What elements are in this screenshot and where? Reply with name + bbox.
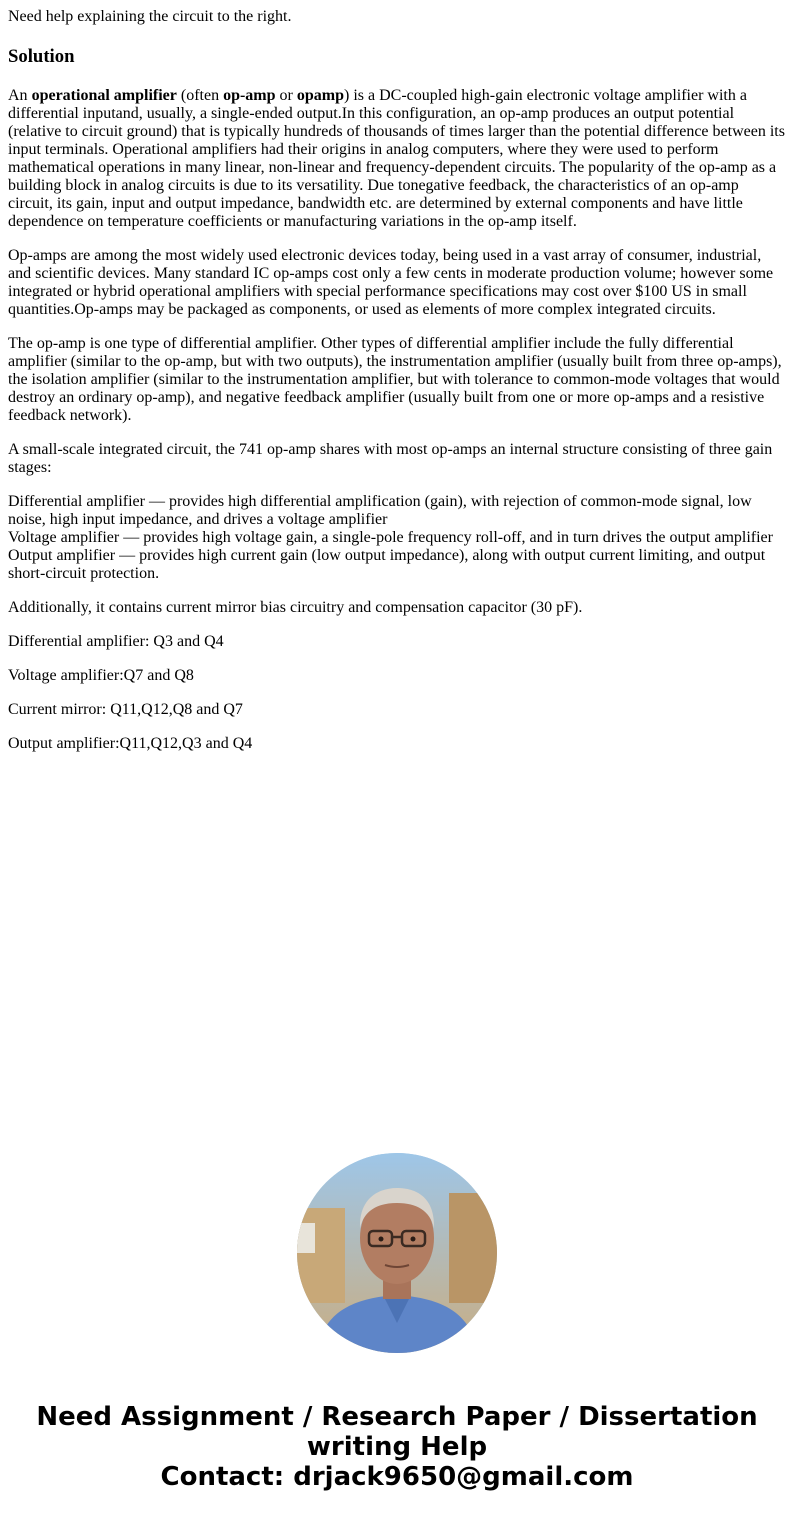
stage-differential-amplifier: Differential amplifier — provides high differential amplification (gain), with rejection of common-mode signal, low noise, high input impedance, and drives a voltage amplifier bbox=[8, 493, 752, 528]
transistor-voltage-amplifier: Voltage amplifier:Q7 and Q8 bbox=[8, 667, 194, 684]
author-avatar bbox=[297, 1153, 497, 1353]
footer-line-2: writing Help bbox=[306, 1432, 488, 1462]
intro-text-4: ) is a DC-coupled high-gain electronic voltage amplifier with a differential inputand, usually, a single-ended output.In this configuration, an op-amp produces an output potential (relative to circuit ground) that is typically hundreds of thousands of times larger than the potential difference between its input terminals. Operational amplifiers had their origins in analog computers, where they were used to perform mathematical operations in many linear, non-linear and frequency-dependent circuits. The popularity of the op-amp as a building block in analog circuits is due to its versatility. Due tonegative feedback, the characteristics of an op-amp circuit, its gain, input and output impedance, bandwidth etc. are determined by external components and have little dependence on temperature coefficients or manufacturing variations in the op-amp itself. bbox=[8, 87, 785, 230]
footer-contact-email: Contact: drjack9650@gmail.com bbox=[160, 1462, 634, 1492]
usage-paragraph: Op-amps are among the most widely used electronic devices today, being used in a vast array of consumer, industrial, and scientific devices. Many standard IC op-amps cost only a few cents in moderate production volume; however some integrated or hybrid operational amplifiers with special performance specifications may cost over $100 US in small quantities.Op-amps may be packaged as components, or used as elements of more complex integrated circuits. bbox=[8, 247, 774, 318]
transistor-current-mirror: Current mirror: Q11,Q12,Q8 and Q7 bbox=[8, 701, 243, 718]
document-body bbox=[8, 8, 786, 769]
intro-paragraph bbox=[8, 87, 786, 231]
intro-text-1: An bbox=[8, 87, 32, 104]
contact-footer bbox=[0, 1402, 794, 1492]
transistor-output-amplifier: Output amplifier:Q11,Q12,Q3 and Q4 bbox=[8, 735, 253, 752]
solution-heading: Solution bbox=[8, 46, 75, 67]
gain-stage-list bbox=[8, 493, 786, 583]
term-op-amp: op-amp bbox=[223, 87, 276, 104]
transistor-differential-amplifier: Differential amplifier: Q3 and Q4 bbox=[8, 633, 224, 650]
author-portrait-image bbox=[297, 1153, 497, 1353]
question-text: Need help explaining the circuit to the right. bbox=[8, 8, 292, 25]
intro-text-3: or bbox=[275, 87, 297, 104]
term-operational-amplifier: operational amplifier bbox=[31, 87, 177, 104]
types-paragraph: The op-amp is one type of differential amplifier. Other types of differential amplifier include the fully differential amplifier (similar to the op-amp, but with two outputs), the instrumentation amplifier (usually built from three op-amps), the isolation amplifier (similar to the instrumentation amplifier, but with tolerance to common-mode voltages that would destroy an ordinary op-amp), and negative feedback amplifier (usually built from one or more op-amps and a resistive feedback network). bbox=[8, 335, 782, 424]
stage-output-amplifier: Output amplifier — provides high current gain (low output impedance), along with output current limiting, and output short-circuit protection. bbox=[8, 547, 766, 582]
additional-paragraph: Additionally, it contains current mirror bias circuitry and compensation capacitor (30 pF). bbox=[8, 599, 583, 616]
stage-voltage-amplifier: Voltage amplifier — provides high voltage gain, a single-pole frequency roll-off, and in turn drives the output amplifier bbox=[8, 529, 773, 546]
structure-paragraph: A small-scale integrated circuit, the 741 op-amp shares with most op-amps an internal structure consisting of three gain stages: bbox=[8, 441, 773, 476]
intro-text-2: (often bbox=[176, 87, 224, 104]
footer-line-1: Need Assignment / Research Paper / Dissertation bbox=[36, 1402, 758, 1432]
term-opamp: opamp bbox=[296, 87, 344, 104]
